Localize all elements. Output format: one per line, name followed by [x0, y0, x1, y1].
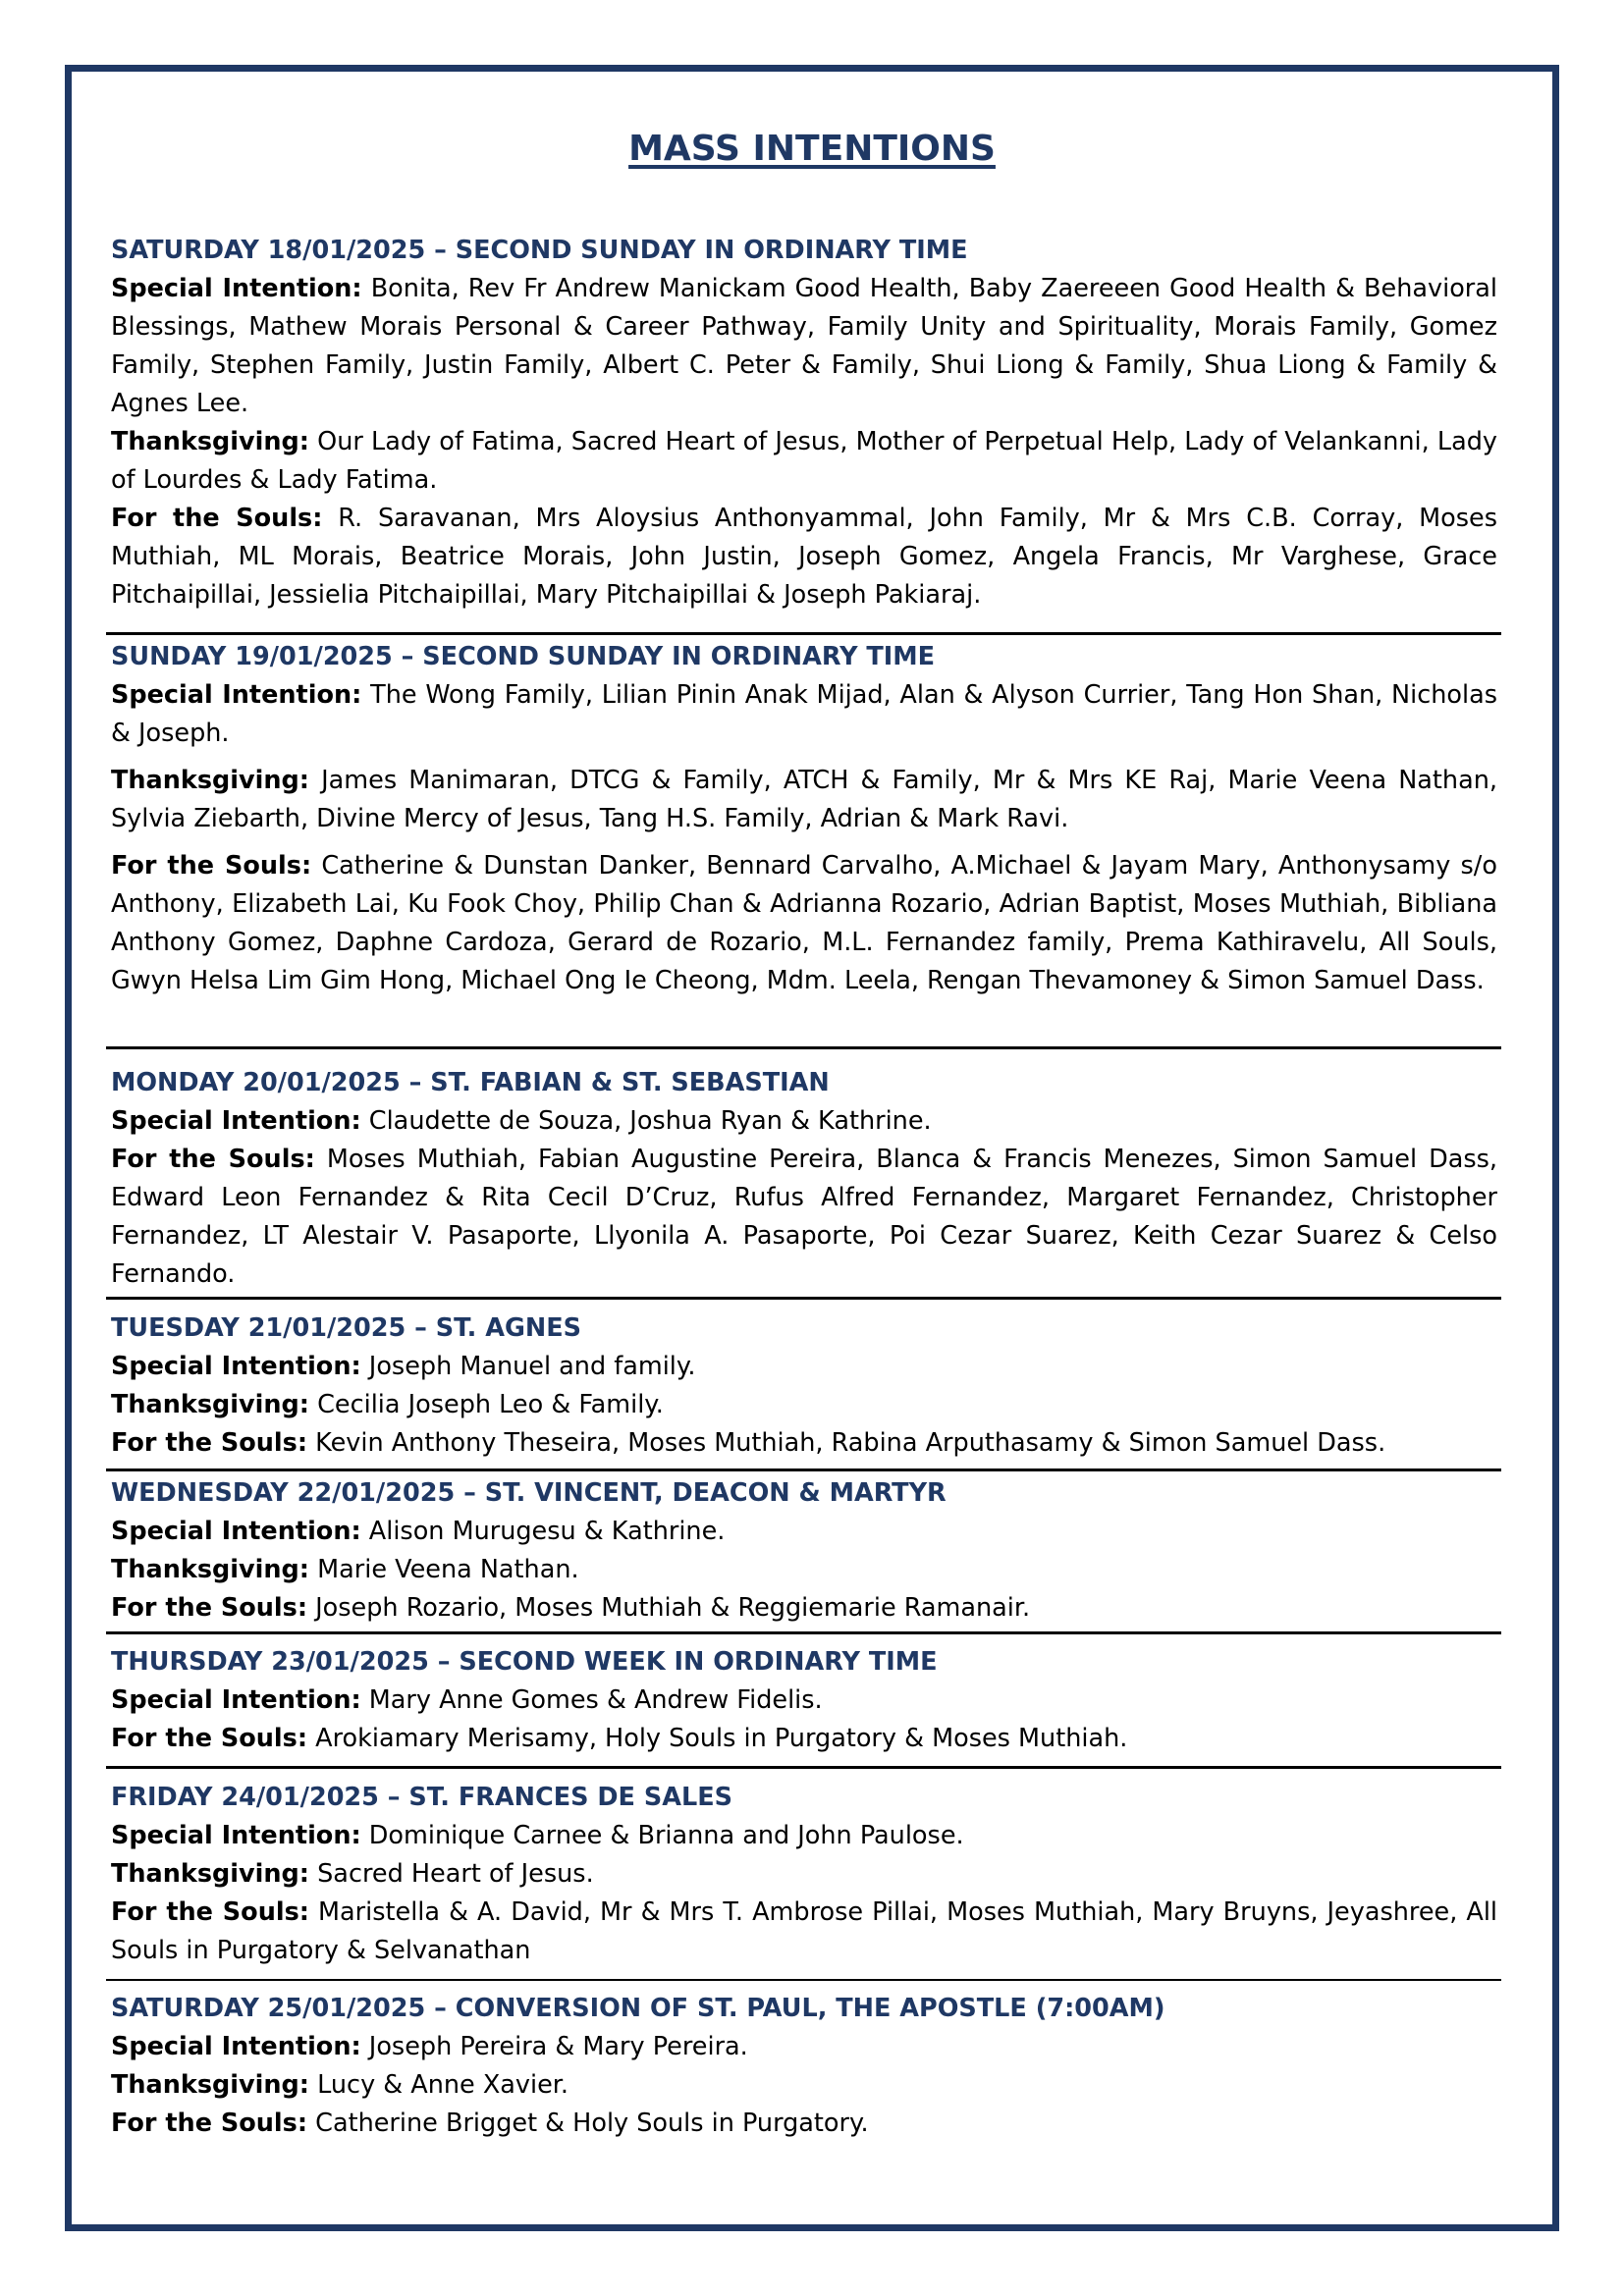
special-intention-paragraph	[111, 1348, 1497, 1386]
special-intention-names: Joseph Pereira & Mary Pereira.	[368, 2032, 748, 2061]
section-header: TUESDAY 21/01/2025 – ST. AGNES	[111, 1313, 582, 1343]
special-intention-label: Special Intention:	[111, 1685, 361, 1715]
special-intention-names: Bonita, Rev Fr Andrew Manickam Good Health, Baby Zaereeen Good Health & Behavioral Blessings, Mathew Morais Personal & Career Pathway, Family Unity and Spirituality, Morais Family, Gomez Family, Stephen Family, Justin Family, Albert C. Peter & Family, Shui Liong & Family, Shua Liong & Family & Agnes Lee.	[111, 274, 1497, 418]
thanksgiving-label: Thanksgiving:	[111, 766, 310, 795]
thanksgiving-label: Thanksgiving:	[111, 1390, 310, 1419]
intention-section-mon-20	[111, 1064, 1497, 1294]
section-header: SATURDAY 25/01/2025 – CONVERSION OF ST. PAUL, THE APOSTLE (7:00AM)	[111, 1994, 1165, 2023]
souls-paragraph	[111, 1141, 1497, 1294]
souls-paragraph	[111, 847, 1497, 1000]
souls-names: Arokiamary Merisamy, Holy Souls in Purgatory & Moses Muthiah.	[315, 1724, 1128, 1753]
thanksgiving-names: James Manimaran, DTCG & Family, ATCH & Family, Mr & Mrs KE Raj, Marie Veena Nathan, Sylvia Ziebarth, Divine Mercy of Jesus, Tang H.S. Family, Adrian & Mark Ravi.	[111, 766, 1497, 833]
souls-names: Maristella & A. David, Mr & Mrs T. Ambrose Pillai, Moses Muthiah, Mary Bruyns, Jeyashree, All Souls in Purgatory & Selvanathan	[111, 1897, 1497, 1965]
thanksgiving-paragraph	[111, 2066, 1497, 2105]
intention-section-fri-24	[111, 1779, 1497, 1970]
souls-paragraph	[111, 500, 1497, 614]
special-intention-paragraph	[111, 1102, 1497, 1141]
section-divider	[106, 1631, 1501, 1634]
section-divider	[106, 1468, 1501, 1471]
souls-paragraph	[111, 1720, 1497, 1758]
section-header: MONDAY 20/01/2025 – ST. FABIAN & ST. SEBASTIAN	[111, 1068, 830, 1097]
special-intention-names: Mary Anne Gomes & Andrew Fidelis.	[368, 1685, 823, 1715]
souls-paragraph	[111, 1424, 1497, 1463]
souls-label: For the Souls:	[111, 1428, 308, 1458]
souls-names: Catherine Brigget & Holy Souls in Purgatory.	[315, 2109, 869, 2138]
thanksgiving-names: Our Lady of Fatima, Sacred Heart of Jesus, Mother of Perpetual Help, Lady of Velankanni, Lady of Lourdes & Lady Fatima.	[111, 427, 1497, 495]
souls-label: For the Souls:	[111, 1897, 309, 1927]
special-intention-label: Special Intention:	[111, 1821, 361, 1850]
souls-label: For the Souls:	[111, 1724, 308, 1753]
section-header: WEDNESDAY 22/01/2025 – ST. VINCENT, DEACON & MARTYR	[111, 1478, 947, 1508]
intention-section-thu-23	[111, 1643, 1497, 1758]
intention-section-wed-22	[111, 1474, 1497, 1628]
special-intention-label: Special Intention:	[111, 2032, 361, 2061]
section-divider	[106, 1766, 1501, 1769]
thanksgiving-names: Lucy & Anne Xavier.	[317, 2070, 569, 2100]
special-intention-label: Special Intention:	[111, 1352, 361, 1381]
special-intention-names: Dominique Carnee & Brianna and John Paulose.	[368, 1821, 964, 1850]
souls-names: Joseph Rozario, Moses Muthiah & Reggiemarie Ramanair.	[315, 1593, 1031, 1623]
souls-names: Moses Muthiah, Fabian Augustine Pereira, Blanca & Francis Menezes, Simon Samuel Dass, Edward Leon Fernandez & Rita Cecil D’Cruz, Rufus Alfred Fernandez, Margaret Fernandez, Christopher Fernandez, LT Alestair V. Pasaporte, Llyonila A. Pasaporte, Poi Cezar Suarez, Keith Cezar Suarez & Celso Fernando.	[111, 1145, 1498, 1289]
intention-section-sun-19	[111, 638, 1497, 1000]
section-divider	[106, 1297, 1501, 1300]
thanksgiving-label: Thanksgiving:	[111, 1859, 310, 1889]
section-divider	[106, 632, 1501, 635]
section-header: THURSDAY 23/01/2025 – SECOND WEEK IN ORDINARY TIME	[111, 1647, 938, 1677]
special-intention-label: Special Intention:	[111, 680, 362, 710]
thanksgiving-names: Marie Veena Nathan.	[317, 1555, 579, 1584]
special-intention-names: Claudette de Souza, Joshua Ryan & Kathrine.	[368, 1106, 932, 1136]
souls-paragraph	[111, 1589, 1497, 1628]
souls-label: For the Souls:	[111, 1593, 308, 1623]
souls-names: Kevin Anthony Theseira, Moses Muthiah, Rabina Arputhasamy & Simon Samuel Dass.	[315, 1428, 1386, 1458]
special-intention-paragraph	[111, 270, 1497, 423]
special-intention-paragraph	[111, 676, 1497, 753]
section-header: SUNDAY 19/01/2025 – SECOND SUNDAY IN ORDINARY TIME	[111, 642, 936, 671]
thanksgiving-paragraph	[111, 762, 1497, 838]
souls-names: R. Saravanan, Mrs Aloysius Anthonyammal, John Family, Mr & Mrs C.B. Corray, Moses Muthiah, ML Morais, Beatrice Morais, John Justin, Joseph Gomez, Angela Francis, Mr Varghese, Grace Pitchaipillai, Jessielia Pitchaipillai, Mary Pitchaipillai & Joseph Pakiaraj.	[111, 504, 1497, 610]
souls-label: For the Souls:	[111, 2109, 308, 2138]
page-title	[0, 126, 1624, 173]
special-intention-label: Special Intention:	[111, 1517, 361, 1546]
special-intention-names: Joseph Manuel and family.	[368, 1352, 696, 1381]
section-divider	[106, 1979, 1501, 1981]
thanksgiving-paragraph	[111, 1386, 1497, 1424]
souls-label: For the Souls:	[111, 504, 323, 533]
thanksgiving-label: Thanksgiving:	[111, 1555, 310, 1584]
souls-label: For the Souls:	[111, 1145, 315, 1174]
thanksgiving-label: Thanksgiving:	[111, 2070, 310, 2100]
section-header: SATURDAY 18/01/2025 – SECOND SUNDAY IN ORDINARY TIME	[111, 236, 968, 265]
souls-paragraph	[111, 1894, 1497, 1970]
souls-paragraph	[111, 2105, 1497, 2143]
section-divider	[106, 1046, 1501, 1049]
thanksgiving-paragraph	[111, 1551, 1497, 1589]
special-intention-label: Special Intention:	[111, 274, 362, 303]
thanksgiving-paragraph	[111, 1855, 1497, 1894]
special-intention-paragraph	[111, 1513, 1497, 1551]
intention-section-sat-18	[111, 232, 1497, 614]
special-intention-names: The Wong Family, Lilian Pinin Anak Mijad, Alan & Alyson Currier, Tang Hon Shan, Nicholas & Joseph.	[111, 680, 1497, 748]
thanksgiving-names: Cecilia Joseph Leo & Family.	[317, 1390, 664, 1419]
souls-label: For the Souls:	[111, 851, 312, 881]
thanksgiving-paragraph	[111, 423, 1497, 500]
thanksgiving-names: Sacred Heart of Jesus.	[317, 1859, 594, 1889]
special-intention-names: Alison Murugesu & Kathrine.	[368, 1517, 726, 1546]
special-intention-paragraph	[111, 1817, 1497, 1855]
special-intention-label: Special Intention:	[111, 1106, 361, 1136]
page-title-text: MASS INTENTIONS	[628, 129, 996, 169]
special-intention-paragraph	[111, 1682, 1497, 1720]
special-intention-paragraph	[111, 2028, 1497, 2066]
souls-names: Catherine & Dunstan Danker, Bennard Carvalho, A.Michael & Jayam Mary, Anthonysamy s/o Anthony, Elizabeth Lai, Ku Fook Choy, Philip Chan & Adrianna Rozario, Adrian Baptist, Moses Muthiah, Bibliana Anthony Gomez, Daphne Cardoza, Gerard de Rozario, M.L. Fernandez family, Prema Kathiravelu, All Souls, Gwyn Helsa Lim Gim Hong, Michael Ong Ie Cheong, Mdm. Leela, Rengan Thevamoney & Simon Samuel Dass.	[111, 851, 1498, 995]
intention-section-sat-25	[111, 1990, 1497, 2143]
thanksgiving-label: Thanksgiving:	[111, 427, 310, 456]
intention-section-tue-21	[111, 1309, 1497, 1463]
section-header: FRIDAY 24/01/2025 – ST. FRANCES DE SALES	[111, 1783, 732, 1812]
